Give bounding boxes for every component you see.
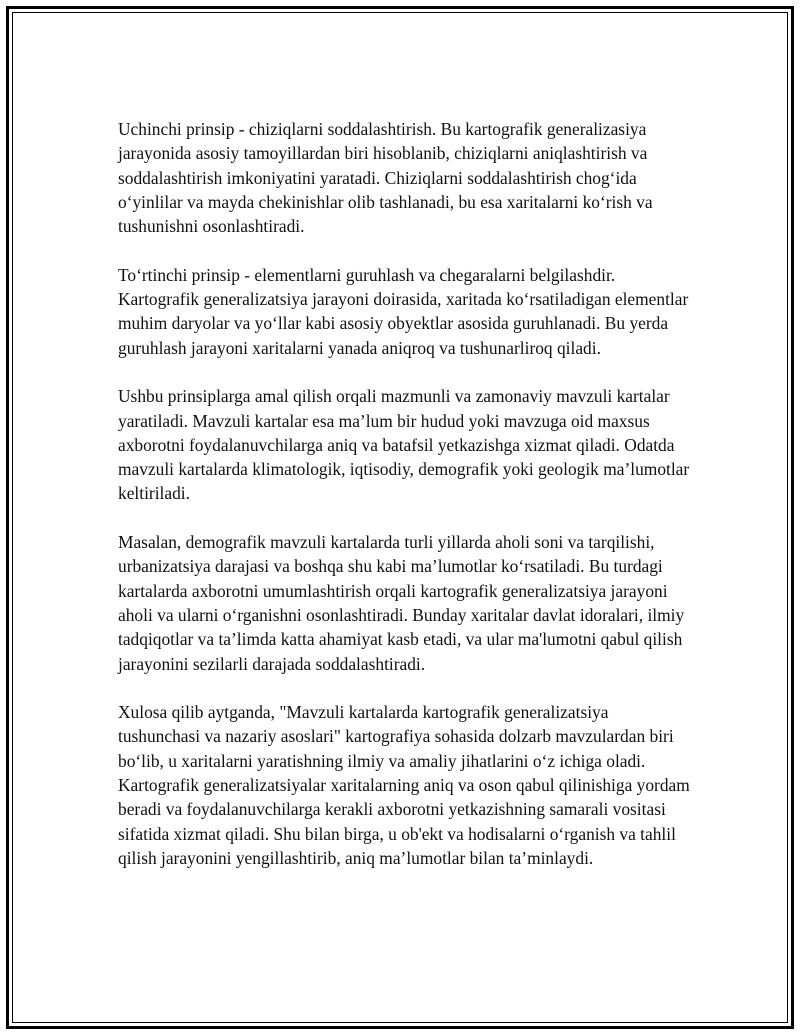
paragraph-third-principle: Uchinchi prinsip - chiziqlarni soddalashtirish. Bu kartografik generalizasiya jarayonida asosiy tamoyillardan biri hisoblanib, chiziqlarni aniqlashtirish va soddalashtirish imkoniyatini yaratadi. Chiziqlarni soddalashtirish chog‘ida o‘yinlilar va mayda chekinishlar olib tashlanadi, bu esa xaritalarni ko‘rish va tushunishni osonlashtiradi. [118,119,653,237]
paragraph-thematic-maps: Ushbu prinsiplarga amal qilish orqali mazmunli va zamonaviy mavzuli kartalar yaratiladi. Mavzuli kartalar esa ma’lum bir hudud yoki mavzuga oid maxsus axborotni foydalanuvchilarga aniq va batafsil yetkazishga xizmat qiladi. Odatda mavzuli kartalarda klimatologik, iqtisodiy, demografik yoki geologik ma’lumotlar keltiriladi. [118,386,690,504]
document-body [118,117,690,895]
paragraph-fourth-principle: To‘rtinchi prinsip - elementlarni guruhlash va chegaralarni belgilashdir. Kartografik generalizatsiya jarayoni doirasida, xaritada ko‘rsatiladigan elementlar muhim daryolar va yo‘llar kabi asosiy obyektlar asosida guruhlanadi. Bu yerda guruhlash jarayoni xaritalarni yanada aniqroq va tushunarliroq qiladi. [118,264,689,358]
paragraph-demographic-example: Masalan, demografik mavzuli kartalarda turli yillarda aholi soni va tarqilishi, urbanizatsiya darajasi va boshqa shu kabi ma’lumotlar ko‘rsatiladi. Bu turdagi kartalarda axborotni umumlashtirish orqali kartografik generalizatsiya jarayoni aholi va ularni o‘rganishni osonlashtiradi. Bunday xaritalar davlat idoralari, ilmiy tadqiqotlar va ta’limda katta ahamiyat kasb etadi, va ular ma'lumotni qabul qilish jarayonini sezilarli darajada soddalashtiradi. [118,532,685,674]
paragraph-conclusion: Xulosa qilib aytganda, "Mavzuli kartalarda kartografik generalizatsiya tushunchasi va nazariy asoslari" kartografiya sohasida dolzarb mavzulardan biri bo‘lib, u xaritalarni yaratishning ilmiy va amaliy jihatlarini o‘z ichiga oladi. Kartografik generalizatsiyalar xaritalarning aniq va oson qabul qilinishiga yordam beradi va foydalanuvchilarga kerakli axborotni yetkazishning samarali vositasi sifatida xizmat qiladi. Shu bilan birga, u ob'ekt va hodisalarni o‘rganish va tahlil qilish jarayonini yengillashtirib, aniq ma’lumotlar bilan ta’minlaydi. [118,702,690,868]
